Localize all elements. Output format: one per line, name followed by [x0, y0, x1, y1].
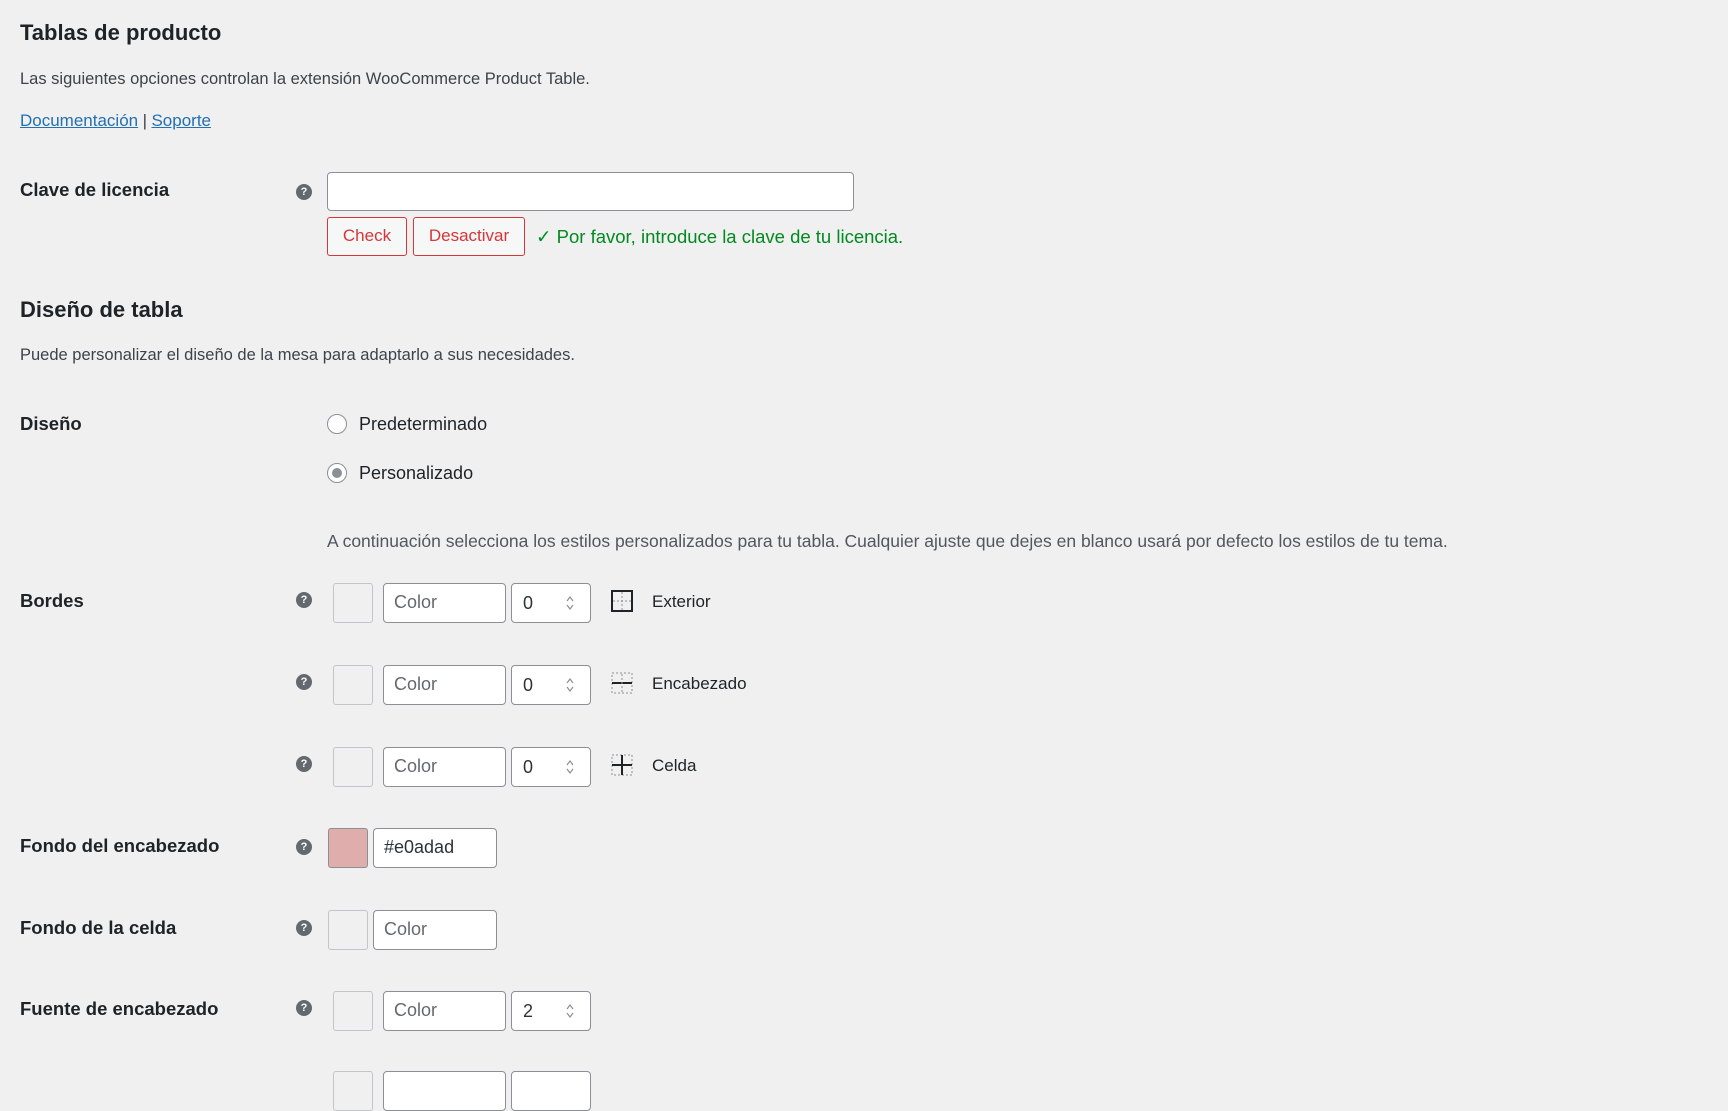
help-icon[interactable]: ? [296, 674, 312, 690]
license-status-message: ✓ Por favor, introduce la clave de tu licencia. [536, 226, 904, 247]
support-links [20, 111, 211, 131]
border-header-color-input[interactable]: Color [383, 665, 506, 705]
license-key-input[interactable] [327, 172, 854, 211]
cell-background-color-input[interactable]: Color [373, 910, 497, 950]
cell-background-color-swatch[interactable] [328, 910, 368, 950]
help-icon[interactable]: ? [296, 184, 312, 200]
spinner-icon[interactable] [566, 595, 574, 611]
border-cell-width-input[interactable] [511, 747, 591, 787]
border-header-width-value: 0 [523, 675, 534, 695]
cell-background-label: Fondo de la celda [20, 917, 177, 938]
support-link[interactable]: Soporte [151, 111, 211, 130]
header-font-color-input[interactable]: Color [383, 991, 506, 1031]
spinner-icon[interactable] [566, 1003, 574, 1019]
border-cell-color-input[interactable]: Color [383, 747, 506, 787]
radio-custom-label[interactable]: Personalizado [359, 463, 474, 483]
border-outer-width-value: 0 [523, 593, 534, 613]
radio-custom[interactable] [327, 463, 347, 483]
border-cell-width-value: 0 [523, 757, 534, 777]
check-button[interactable]: Check [327, 217, 407, 256]
help-icon[interactable]: ? [296, 839, 312, 855]
radio-default-label[interactable]: Predeterminado [359, 414, 488, 434]
borders-label: Bordes [20, 590, 84, 611]
radio-default[interactable] [327, 414, 347, 434]
header-font-color-swatch[interactable] [333, 991, 373, 1031]
header-background-label: Fondo del encabezado [20, 835, 220, 856]
border-header-color-swatch[interactable] [333, 665, 373, 705]
section-title-product-tables: Tablas de producto [20, 20, 222, 45]
header-background-color-input[interactable]: #e0adad [373, 828, 497, 868]
help-icon[interactable]: ? [296, 1000, 312, 1016]
section-description: Las siguientes opciones controlan la extensión WooCommerce Product Table. [20, 70, 590, 88]
header-background-color-swatch[interactable] [328, 828, 368, 868]
border-cell-icon [611, 754, 633, 776]
custom-styles-note: A continuación selecciona los estilos personalizados para tu tabla. Cualquier ajuste que dejes en blanco usará por defecto los estilos de tu tema. [327, 531, 1448, 551]
border-cell-name: Celda [652, 756, 697, 775]
help-icon[interactable]: ? [296, 756, 312, 772]
next-row-number-input[interactable] [511, 1071, 591, 1111]
header-font-label: Fuente de encabezado [20, 998, 219, 1019]
header-font-size-input[interactable] [511, 991, 591, 1031]
border-outer-name: Exterior [652, 592, 711, 611]
spinner-icon[interactable] [566, 677, 574, 693]
border-header-width-input[interactable] [511, 665, 591, 705]
spinner-icon[interactable] [566, 759, 574, 775]
help-icon[interactable]: ? [296, 592, 312, 608]
border-header-name: Encabezado [652, 674, 747, 693]
header-font-size-value: 2 [523, 1001, 534, 1021]
section-title-table-design: Diseño de tabla [20, 297, 183, 322]
license-key-label: Clave de licencia [20, 179, 170, 200]
border-outer-color-input[interactable]: Color [383, 583, 506, 623]
next-row-color-swatch[interactable] [333, 1071, 373, 1111]
border-outer-width-input[interactable] [511, 583, 591, 623]
deactivate-button[interactable]: Desactivar [413, 217, 525, 256]
border-outer-color-swatch[interactable] [333, 583, 373, 623]
design-label: Diseño [20, 413, 82, 434]
help-icon[interactable]: ? [296, 920, 312, 936]
section2-description: Puede personalizar el diseño de la mesa para adaptarlo a sus necesidades. [20, 346, 575, 364]
next-row-color-input[interactable] [383, 1071, 506, 1111]
border-outer-icon [611, 590, 633, 612]
border-header-icon [611, 672, 633, 694]
links-separator: | [142, 111, 147, 130]
border-cell-color-swatch[interactable] [333, 747, 373, 787]
documentation-link[interactable]: Documentación [20, 111, 139, 130]
